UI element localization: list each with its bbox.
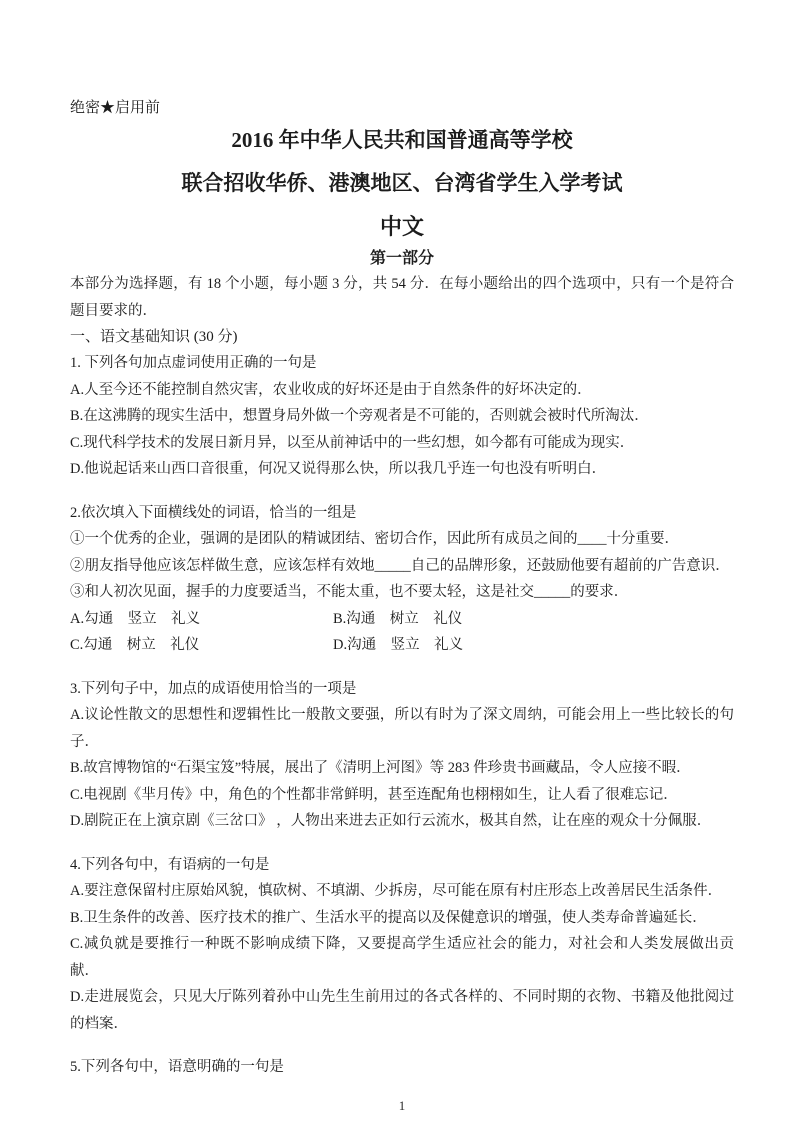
question-2-option-row-2 (70, 632, 734, 659)
question-3 (70, 676, 734, 835)
classification-label: 绝密★启用前 (70, 100, 161, 116)
question-1-option-c: C.现代科学技术的发展日新月异，以至从前神话中的一些幻想，如今都有可能成为现实． (70, 434, 635, 451)
question-2-stem: 2.依次填入下面横线处的词语，恰当的一组是 (70, 504, 357, 521)
question-2-blank-2: ②朋友指导他应该怎样做生意，应该怎样有效地_____自己的品牌形象，还鼓励他要有超前的广告意识． (70, 557, 730, 574)
question-1-stem: 1. 下列各句加点虚词使用正确的一句是 (70, 355, 317, 371)
question-2 (70, 500, 734, 659)
question-1 (70, 350, 734, 483)
question-5 (70, 1054, 734, 1081)
question-4-stem: 4.下列各句中，有语病的一句是 (70, 856, 270, 873)
exam-title-subject: 中文 (379, 214, 424, 239)
exam-title-line-2: 联合招收华侨、港澳地区、台湾省学生入学考试 (181, 171, 623, 195)
question-2-blank-3: ③和人初次见面，握手的力度要适当，不能太重，也不要太轻，这是社交_____的要求． (70, 584, 629, 600)
question-3-option-b: B.故宫博物馆的“石渠宝笈”特展，展出了《清明上河图》等 283 件珍贵书画藏品，令人应接不暇． (70, 760, 691, 776)
question-2-option-row-1 (70, 606, 734, 633)
exam-title-line-1: 2016 年中华人民共和国普通高等学校 (231, 128, 573, 152)
question-1-option-a: A.人至今还不能控制自然灾害，农业收成的好坏还是由于自然条件的好坏决定的． (70, 381, 592, 398)
section-heading: 第一部分 (369, 250, 434, 267)
question-3-option-d: D.剧院正在上演京剧《三岔口》 ，人物出来进去正如行云流水，极其自然，让在座的观众十分佩服． (70, 813, 712, 829)
question-3-option-c: C.电视剧《芈月传》中，角色的个性都非常鲜明，甚至连配角也栩栩如生，让人看了很难忘记． (70, 786, 678, 803)
page-number: 1 (398, 1097, 406, 1113)
part-title: 一、语文基础知识 (30 分) (70, 329, 238, 345)
question-2-blank-1: ①一个优秀的企业，强调的是团队的精诚团结、密切合作，因此所有成员之间的____十分重要． (70, 531, 679, 547)
question-3-option-a: A.议论性散文的思想性和逻辑性比一般散文要强，所以有时为了深文周纳，可能会用上一些比较长的句子． (70, 707, 734, 750)
question-4-option-d: D.走进展览会，只见大厅陈列着孙中山先生生前用过的各式各样的、不同时期的衣物、书籍及他批阅过的档案． (70, 989, 734, 1032)
question-1-option-d: D.他说起话来山西口音很重，何况又说得那么快，所以我几乎连一句也没有听明白． (70, 461, 607, 477)
question-1-option-b: B.在这沸腾的现实生活中，想置身局外做一个旁观者是不可能的，否则就会被时代所淘汰． (70, 408, 649, 424)
section-intro: 本部分为选择题，有 18 个小题，每小题 3 分，共 54 分．在每小题给出的四个选项中，只有一个是符合题目要求的． (70, 276, 734, 319)
question-4 (70, 852, 734, 1038)
question-2-option-a: A.勾通 竖立 礼义 (70, 610, 201, 627)
question-3-stem: 3.下列句子中，加点的成语使用恰当的一项是 (70, 680, 357, 697)
question-2-option-d: D.沟通 竖立 礼义 (333, 637, 464, 653)
question-2-option-b: B.沟通 树立 礼仪 (333, 610, 463, 627)
question-2-option-c: C.勾通 树立 礼仪 (70, 637, 200, 653)
question-4-option-a: A.要注意保留村庄原始风貌，慎砍树、不填湖、少拆房，尽可能在原有村庄形态上改善居民生活条件． (70, 883, 723, 899)
question-5-stem: 5.下列各句中，语意明确的一句是 (70, 1059, 284, 1075)
question-4-option-b: B.卫生条件的改善、医疗技术的推广、生活水平的提高以及保健意识的增强，使人类寿命普遍延长． (70, 909, 707, 926)
question-4-option-c: C.减负就是要推行一种既不影响成绩下降，又要提高学生适应社会的能力，对社会和人类发展做出贡献． (70, 936, 734, 979)
